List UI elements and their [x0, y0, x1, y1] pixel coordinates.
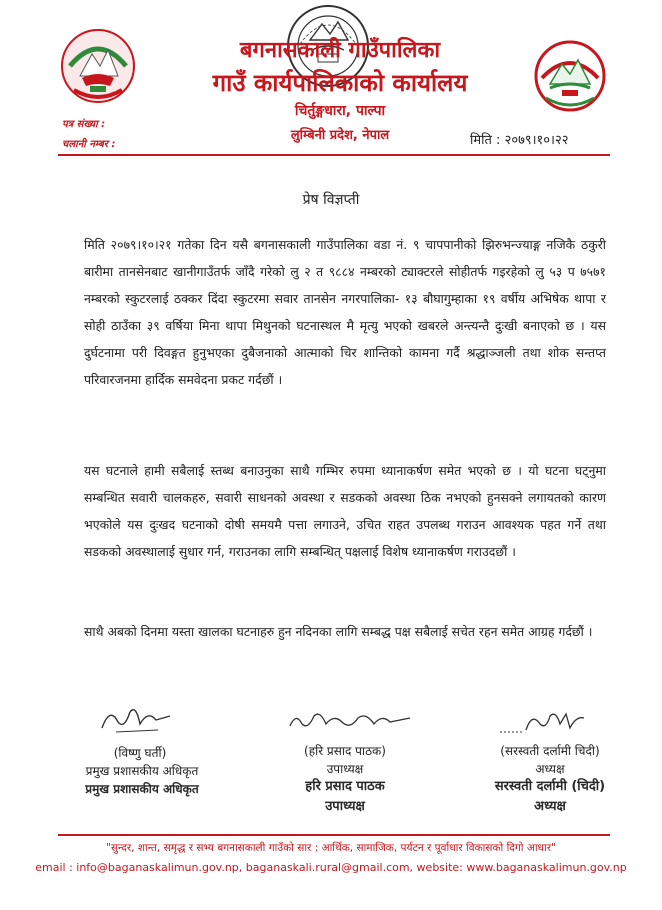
signatory-1-name: (विष्णु घर्ती)	[113, 746, 167, 760]
footer-contact: email : info@baganaskalimun.gov.np, baganaskali.rural@gmail.com, website: www.baganaskalimun.gov.np	[35, 861, 627, 874]
signature-scribble-3	[500, 706, 590, 736]
letter-date: मिति : २०७९।१०।२२	[470, 133, 569, 148]
nepal-emblem-left	[60, 28, 136, 104]
signatory-2-title: उपाध्यक्ष	[326, 762, 364, 776]
paragraph-3: साथै अबको दिनमा यस्ता खालका घटनाहरु हुन नदिनका लागि सम्बद्ध पक्ष सबैलाई सचेत रहन समेत आग्रह गर्दछौं ।	[84, 624, 593, 639]
municipality-name: बगनासकाली गाउँपालिका	[239, 38, 441, 63]
footer-motto: "सुन्दर, शान्त, समृद्ध र सभ्य बगनासकाली गाउँको सार : आर्थिक, सामाजिक, पर्यटन र पूर्वाधार विकासको दिगो आधार"	[106, 842, 556, 854]
signature-scribble-2	[286, 708, 416, 734]
signatory-2-stamp-name: हरि प्रसाद पाठक	[305, 779, 385, 794]
office-location: चिर्तुङ्गधारा, पाल्पा	[294, 103, 386, 119]
signatory-3-title: अध्यक्ष	[535, 762, 565, 776]
paragraph-1: मिति २०७९।१०।२१ गतेका दिन यसै बगनासकाली गाउँपालिका वडा नं. ९ चापपानीको झिरुभन्ज्याङ्ग नजिकै ठकुरी बारीमा तानसेनबाट खानीगाउँतर्फ जाँदै गरेको लु २ त ९८८४ नम्बरको ट्याक्टरले सोहीतर्फ गइरहेको लु ५३ प ७५७१ नम्बरको स्कुटरलाई ठक्कर दिंदा स्कुटरमा सवार तानसेन नगरपालिका- १३ बौघागुम्हाका १९ वर्षीय अभिषेक थापा र सोही ठाउँका ३९ वर्षिया मिना थापा मिथुनको घटनास्थल मै मृत्यु भएको खबरले अन्त्यन्तै दुःखी बनाएको छ । यस दुर्घटनामा परी दिवङ्गत हुनुभएका दुबैजनाको आत्माको चिर शान्तिको कामना गर्दै श्रद्धाञ्जली तथा शोक सन्तप्त परिवारजनमा हार्दिक समवेदना प्रकट गर्दछौं ।	[84, 237, 606, 387]
signatory-2-stamp-title: उपाध्यक्ष	[325, 799, 365, 814]
office-name: गाउँ कार्यपालिकाको कार्यालय	[212, 69, 468, 97]
paragraph-2: यस घटनाले हामी सबैलाई स्तब्ध बनाउनुका साथै गम्भिर रुपमा ध्यानाकर्षण समेत भएको छ । यो घटना घट्नुमा सम्बन्धित सवारी चालकहरु, सवारी साधनको अवस्था र सडकको अवस्था ठिक नभएको हुनसक्ने लगायतको कारण भएकोले यस दुःखद घटनाको दोषी समयमै पत्ता लगाउने, उचित राहत उपलब्ध गराउन आवश्यक पहत गर्ने तथा सडकको अवस्थालाई सुधार गर्न, गराउनका लागि सम्बन्धित् पक्षलाई विशेष ध्यानाकर्षण गराउदछौं ।	[84, 463, 606, 559]
signatory-1-stamp: प्रमुख प्रशासकीय अधिकृत	[85, 782, 199, 796]
signatory-2-name: (हरि प्रसाद पाठक)	[304, 744, 386, 758]
signatory-3-stamp-name: सरस्वती दर्लामी (चिदी)	[494, 779, 606, 794]
signatory-3-name: (सरस्वती दर्लामी चिदी)	[500, 744, 600, 758]
office-province: लुम्बिनी प्रदेश, नेपाल	[290, 128, 390, 143]
header-divider	[58, 154, 610, 156]
signature-scribble-1	[96, 700, 176, 736]
dispatch-number-label: चलानी नम्बर :	[62, 139, 116, 150]
document-heading: प्रेष विज्ञप्ती	[302, 192, 360, 208]
letter-number-label: पत्र संख्या :	[62, 119, 106, 130]
footer-divider	[58, 834, 610, 836]
signatory-1-title: प्रमुख प्रशासकीय अधिकृत	[85, 764, 199, 778]
signatory-3-stamp-title: अध्यक्ष	[534, 799, 566, 814]
